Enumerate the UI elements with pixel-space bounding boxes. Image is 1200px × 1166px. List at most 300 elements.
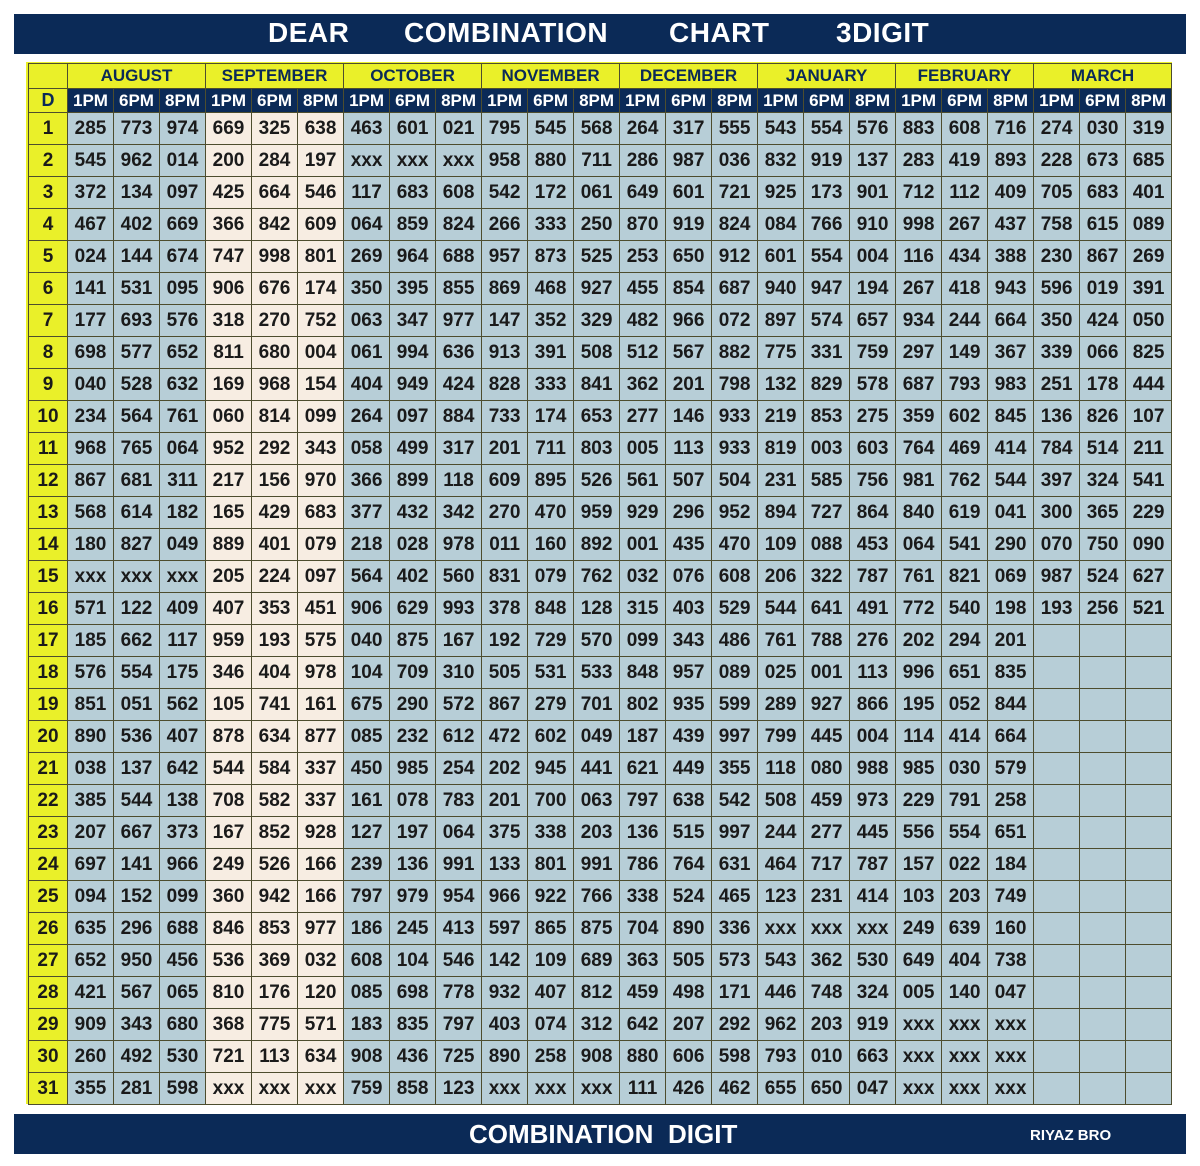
result-cell: 895 [528,465,574,497]
footer-word-digit: DIGIT [668,1119,738,1149]
slot-header-6pm: 6PM [942,89,988,113]
empty-cell [1034,977,1080,1009]
result-cell: 530 [850,945,896,977]
result-cell: 954 [436,881,482,913]
result-cell: 543 [758,945,804,977]
result-cell: 698 [68,337,114,369]
result-cell: 456 [160,945,206,977]
result-cell: 436 [390,1041,436,1073]
result-cell: 258 [988,785,1034,817]
empty-cell [1126,657,1172,689]
result-cell: 913 [482,337,528,369]
result-cell: 099 [160,881,206,913]
result-cell: 060 [206,401,252,433]
result-cell: 741 [252,689,298,721]
result-cell: 533 [574,657,620,689]
result-cell: 285 [68,113,114,145]
result-cell: 909 [68,1009,114,1041]
result-cell: 343 [666,625,712,657]
table-row [29,753,1172,785]
result-cell: 264 [620,113,666,145]
result-cell: 276 [850,625,896,657]
result-cell: 922 [528,881,574,913]
result-cell: 865 [528,913,574,945]
empty-cell [1080,689,1126,721]
result-cell: 003 [804,433,850,465]
result-cell: 459 [804,785,850,817]
result-cell: 512 [620,337,666,369]
result-cell: 366 [344,465,390,497]
result-cell: 318 [206,305,252,337]
result-cell: 761 [160,401,206,433]
result-cell: 085 [344,977,390,1009]
empty-cell [1126,785,1172,817]
result-cell: 597 [482,913,528,945]
result-cell: 169 [206,369,252,401]
table-row [29,497,1172,529]
result-cell: 835 [988,657,1034,689]
result-cell: 186 [344,913,390,945]
result-cell: 687 [712,273,758,305]
result-cell: 870 [620,209,666,241]
result-cell: 482 [620,305,666,337]
result-cell: xxx [344,145,390,177]
result-cell: 133 [482,849,528,881]
result-cell: xxx [528,1073,574,1105]
result-cell: 117 [160,625,206,657]
result-cell: 957 [482,241,528,273]
result-cell: 167 [206,817,252,849]
result-cell: 269 [1126,241,1172,273]
result-cell: 375 [482,817,528,849]
result-cell: 001 [804,657,850,689]
result-cell: 570 [574,625,620,657]
result-cell: 277 [620,401,666,433]
result-cell: 979 [390,881,436,913]
footer-word-combination: COMBINATION [469,1119,654,1149]
result-cell: 505 [666,945,712,977]
table-row [29,625,1172,657]
result-cell: 231 [758,465,804,497]
table-row [29,241,1172,273]
result-cell: 266 [482,209,528,241]
result-cell: 657 [850,305,896,337]
empty-cell [1080,977,1126,1009]
result-cell: 367 [988,337,1034,369]
result-cell: 369 [252,945,298,977]
result-cell: 507 [666,465,712,497]
result-cell: 524 [666,881,712,913]
result-cell: 892 [574,529,620,561]
result-cell: 032 [298,945,344,977]
result-cell: 040 [68,369,114,401]
empty-cell [1126,817,1172,849]
result-cell: xxx [896,1041,942,1073]
result-cell: 693 [114,305,160,337]
result-cell: 867 [68,465,114,497]
result-cell: 649 [896,945,942,977]
corner-cell [29,64,68,89]
result-cell: 738 [988,945,1034,977]
result-cell: 403 [482,1009,528,1041]
result-cell: 063 [344,305,390,337]
result-cell: xxx [436,145,482,177]
result-cell: 708 [206,785,252,817]
result-cell: 402 [390,561,436,593]
result-cell: 761 [896,561,942,593]
result-cell: 414 [942,721,988,753]
result-cell: 435 [666,529,712,561]
result-cell: 761 [758,625,804,657]
table-row [29,209,1172,241]
slot-header-8pm: 8PM [298,89,344,113]
result-cell: 446 [758,977,804,1009]
result-cell: 174 [528,401,574,433]
result-cell: 717 [804,849,850,881]
result-cell: 270 [482,497,528,529]
result-cell: 540 [942,593,988,625]
result-cell: 117 [344,177,390,209]
result-cell: 727 [804,497,850,529]
result-cell: 365 [1080,497,1126,529]
empty-cell [1034,689,1080,721]
slot-header-6pm: 6PM [666,89,712,113]
result-cell: 464 [758,849,804,881]
result-cell: xxx [114,561,160,593]
result-cell: 793 [758,1041,804,1073]
result-cell: 005 [896,977,942,1009]
result-cell: 156 [252,465,298,497]
result-cell: 315 [620,593,666,625]
result-cell: 608 [344,945,390,977]
result-cell: 629 [390,593,436,625]
result-cell: 113 [850,657,896,689]
day-number: 29 [29,1009,68,1041]
empty-cell [1034,849,1080,881]
table-row [29,401,1172,433]
result-cell: 337 [298,753,344,785]
result-cell: 064 [896,529,942,561]
result-cell: 721 [712,177,758,209]
result-cell: 612 [436,721,482,753]
table-row [29,465,1172,497]
result-cell: 331 [804,337,850,369]
result-cell: 634 [252,721,298,753]
table-row [29,593,1172,625]
result-cell: 664 [988,305,1034,337]
result-cell: 258 [528,1041,574,1073]
result-cell: 041 [988,497,1034,529]
empty-cell [1126,945,1172,977]
slot-header-6pm: 6PM [528,89,574,113]
result-cell: 698 [390,977,436,1009]
result-cell: 022 [942,849,988,881]
result-cell: 251 [1034,369,1080,401]
table-row [29,177,1172,209]
result-cell: 991 [436,849,482,881]
result-cell: 099 [620,625,666,657]
result-cell: 759 [850,337,896,369]
result-cell: 333 [528,209,574,241]
result-cell: 579 [988,753,1034,785]
result-cell: 880 [528,145,574,177]
result-cell: 267 [942,209,988,241]
result-cell: 853 [804,401,850,433]
result-cell: 462 [712,1073,758,1105]
empty-cell [1034,913,1080,945]
result-cell: 674 [160,241,206,273]
result-cell: 701 [574,689,620,721]
result-cell: 404 [344,369,390,401]
result-cell: 230 [1034,241,1080,273]
result-cell: 683 [1080,177,1126,209]
result-cell: 187 [620,721,666,753]
result-cell: 952 [206,433,252,465]
result-cell: 414 [850,881,896,913]
result-cell: 052 [942,689,988,721]
result-cell: 766 [574,881,620,913]
result-cell: 542 [482,177,528,209]
result-cell: 676 [252,273,298,305]
result-cell: 799 [758,721,804,753]
result-cell: 104 [390,945,436,977]
result-cell: 711 [574,145,620,177]
result-cell: 228 [1034,145,1080,177]
day-column-header: D [29,89,68,113]
result-cell: 545 [68,145,114,177]
result-cell: xxx [942,1009,988,1041]
result-cell: 391 [528,337,574,369]
result-cell: xxx [252,1073,298,1105]
result-cell: 928 [298,817,344,849]
result-cell: 964 [390,241,436,273]
result-cell: 568 [574,113,620,145]
result-cell: 211 [1126,433,1172,465]
empty-cell [1080,753,1126,785]
result-cell: 378 [482,593,528,625]
result-cell: 845 [988,401,1034,433]
result-cell: 418 [942,273,988,305]
result-cell: 959 [574,497,620,529]
result-cell: 118 [436,465,482,497]
result-cell: 161 [298,689,344,721]
result-cell: 601 [666,177,712,209]
result-cell: 419 [942,145,988,177]
result-cell: 554 [114,657,160,689]
result-cell: 966 [482,881,528,913]
result-cell: 270 [252,305,298,337]
result-cell: 407 [206,593,252,625]
result-cell: 290 [988,529,1034,561]
result-cell: 642 [160,753,206,785]
result-cell: 079 [298,529,344,561]
empty-cell [1034,721,1080,753]
result-cell: 835 [390,1009,436,1041]
result-cell: 983 [988,369,1034,401]
result-cell: 455 [620,273,666,305]
result-cell: 598 [712,1041,758,1073]
result-cell: 821 [942,561,988,593]
result-cell: 172 [528,177,574,209]
result-cell: 826 [1080,401,1126,433]
slot-header-8pm: 8PM [850,89,896,113]
result-cell: 783 [436,785,482,817]
result-cell: 499 [390,433,436,465]
result-cell: 991 [574,849,620,881]
result-cell: 355 [712,753,758,785]
result-cell: 343 [298,433,344,465]
result-cell: 573 [712,945,758,977]
result-cell: 176 [252,977,298,1009]
result-cell: 712 [896,177,942,209]
result-cell: 140 [942,977,988,1009]
result-cell: 324 [850,977,896,1009]
day-number: 10 [29,401,68,433]
result-cell: 531 [114,273,160,305]
result-cell: 109 [528,945,574,977]
result-cell: 711 [528,433,574,465]
result-cell: 289 [758,689,804,721]
result-cell: 200 [206,145,252,177]
result-cell: 388 [988,241,1034,273]
empty-cell [1034,817,1080,849]
result-cell: 541 [1126,465,1172,497]
result-cell: 609 [482,465,528,497]
result-cell: 465 [712,881,758,913]
table-row [29,433,1172,465]
empty-cell [1126,881,1172,913]
table-row [29,337,1172,369]
result-cell: 409 [988,177,1034,209]
result-cell: 445 [850,817,896,849]
result-cell: 959 [206,625,252,657]
month-header-september: SEPTEMBER [206,64,344,89]
result-cell: 123 [758,881,804,913]
result-cell: 450 [344,753,390,785]
result-cell: 758 [1034,209,1080,241]
day-number: 28 [29,977,68,1009]
slot-header-8pm: 8PM [1126,89,1172,113]
slot-header-6pm: 6PM [252,89,298,113]
result-cell: 721 [206,1041,252,1073]
result-cell: 638 [666,785,712,817]
result-cell: 985 [896,753,942,785]
result-cell: 978 [436,529,482,561]
result-cell: 401 [252,529,298,561]
result-cell: 036 [712,145,758,177]
result-cell: 542 [712,785,758,817]
result-cell: 362 [804,945,850,977]
result-cell: 453 [850,529,896,561]
result-cell: 180 [68,529,114,561]
result-cell: 202 [896,625,942,657]
result-cell: 508 [574,337,620,369]
result-cell: 350 [1034,305,1080,337]
result-cell: 070 [1034,529,1080,561]
slot-header-8pm: 8PM [988,89,1034,113]
result-cell: 407 [160,721,206,753]
result-cell: 641 [804,593,850,625]
result-cell: 801 [298,241,344,273]
result-cell: 949 [390,369,436,401]
result-cell: 118 [758,753,804,785]
result-cell: 787 [850,849,896,881]
result-cell: 391 [1126,273,1172,305]
day-number: 4 [29,209,68,241]
result-cell: 841 [574,369,620,401]
result-cell: 749 [988,881,1034,913]
day-number: 26 [29,913,68,945]
empty-cell [1126,1073,1172,1105]
result-cell: 546 [298,177,344,209]
result-cell: 812 [574,977,620,1009]
result-cell: 069 [988,561,1034,593]
empty-cell [1126,977,1172,1009]
result-cell: 426 [666,1073,712,1105]
month-header-february: FEBRUARY [896,64,1034,89]
result-cell: 662 [114,625,160,657]
result-cell: 325 [252,113,298,145]
title-word-3digit: 3DIGIT [836,17,930,48]
result-cell: 582 [252,785,298,817]
result-cell: 766 [804,209,850,241]
result-cell: 078 [390,785,436,817]
result-cell: 413 [436,913,482,945]
result-cell: 514 [1080,433,1126,465]
result-cell: 165 [206,497,252,529]
empty-cell [1126,689,1172,721]
result-cell: 275 [850,401,896,433]
result-cell: xxx [942,1073,988,1105]
result-cell: 066 [1080,337,1126,369]
result-cell: 311 [160,465,206,497]
result-cell: 128 [574,593,620,625]
result-cell: 097 [390,401,436,433]
result-cell: 889 [206,529,252,561]
result-cell: 432 [390,497,436,529]
result-cell: 097 [298,561,344,593]
result-cell: 829 [804,369,850,401]
result-cell: 673 [1080,145,1126,177]
result-cell: 279 [528,689,574,721]
result-cell: 775 [758,337,804,369]
result-cell: 343 [114,1009,160,1041]
result-cell: 851 [68,689,114,721]
result-cell: 254 [436,753,482,785]
result-cell: 910 [850,209,896,241]
day-number: 17 [29,625,68,657]
empty-cell [1080,913,1126,945]
result-cell: 061 [344,337,390,369]
result-cell: 844 [988,689,1034,721]
result-cell: 528 [114,369,160,401]
result-cell: 167 [436,625,482,657]
result-cell: 058 [344,433,390,465]
result-cell: xxx [942,1041,988,1073]
result-cell: 585 [804,465,850,497]
result-cell: 004 [850,721,896,753]
result-cell: 451 [298,593,344,625]
result-cell: 765 [114,433,160,465]
result-cell: 932 [482,977,528,1009]
day-number: 27 [29,945,68,977]
result-cell: 530 [160,1041,206,1073]
result-cell: 603 [850,433,896,465]
result-cell: 346 [206,657,252,689]
day-number: 9 [29,369,68,401]
result-cell: 729 [528,625,574,657]
result-cell: 146 [666,401,712,433]
